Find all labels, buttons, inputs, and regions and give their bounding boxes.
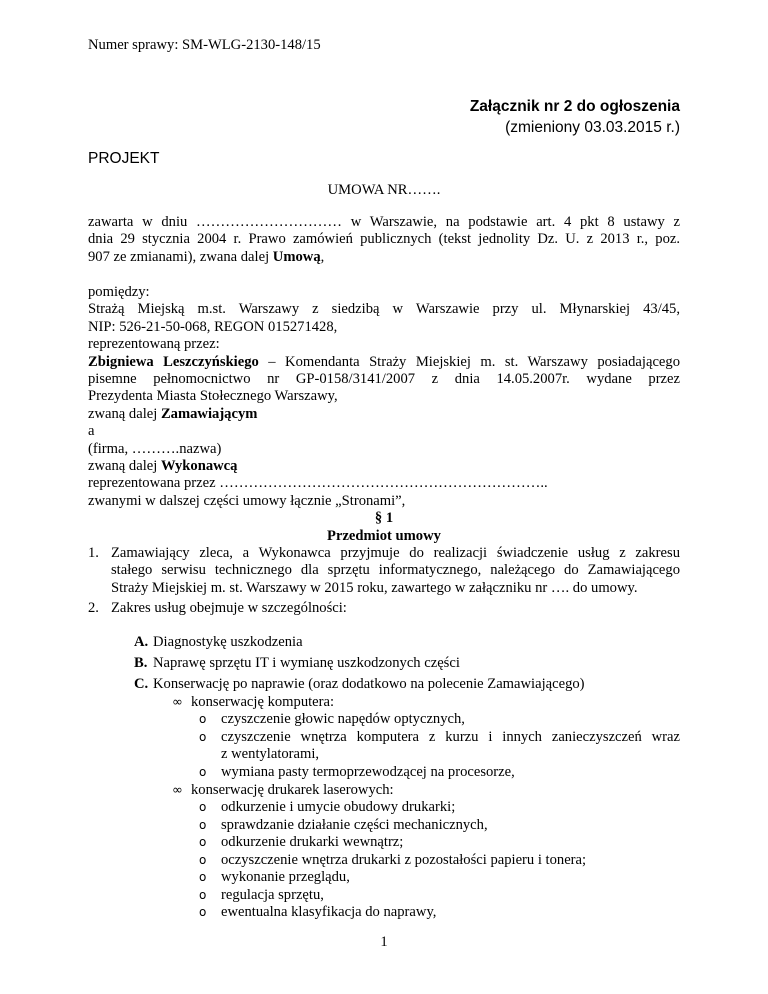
called-ordering-party: zwaną dalej Zamawiającym [88,405,258,422]
circle-bullet-icon: o [199,853,207,867]
represented-label: reprezentowaną przez: [88,336,220,353]
bullet-printer-maintenance: ∞ konserwację drukarek laserowych: [172,782,394,798]
circle-bullet-icon: o [199,835,207,849]
item-line: stałego serwisu technicznego dla sprzętu informatycznego, należącego do Zamawiającego [111,562,680,579]
circle-bullet-icon: o [199,870,207,884]
circle-bullet-icon: o [199,712,207,726]
called-contractor: zwaną dalej Wykonawcą [88,458,238,475]
circle-bullet-icon: o [199,800,207,814]
intro-line: 907 ze zmianami), zwana dalej Umową, [88,248,325,265]
infinity-bullet-icon: ∞ [172,695,183,710]
firm-placeholder: (firma, ……….nazwa) [88,440,222,457]
circle-bullet-icon: o [199,905,207,919]
circle-bullet-icon: o [199,888,207,902]
circle-bullet-icon: o [199,730,207,744]
president-line: Prezydenta Miasta Stołecznego Warszawy, [88,388,338,405]
sub-item: o sprawdzanie działanie części mechanicznych, [199,817,488,833]
together-parties-line: zwanymi w dalszej części umowy łącznie „Stronami”, [88,492,406,509]
umowa-term: Umową [272,248,321,265]
item-line: Straży Miejskiej m. st. Warszawy w 2015 roku, zawartego w załączniku nr …. do umowy. [111,579,638,596]
sub-item: o odkurzenie drukarki wewnątrz; [199,834,404,850]
letter-item-c: C. Konserwację po naprawie (oraz dodatkowo na polecenie Zamawiającego) [134,676,585,692]
representative-line: Zbigniewa Leszczyńskiego – Komendanta Straży Miejskiej m. st. Warszawy posiadającego [88,353,680,370]
numbered-item-2 [88,600,680,617]
item-number: 1. [88,545,99,561]
sub-item: o czyszczenie wnętrza komputera z kurzu i innych zanieczyszczeń wraz z wentylatorami, [199,729,680,763]
case-number: Numer sprawy: SM-WLG-2130-148/15 [88,37,321,53]
item-line: Zakres usług obejmuje w szczególności: [111,600,347,616]
letter-item-b: B. Naprawę sprzętu IT i wymianę uszkodzonych części [134,655,460,671]
sub-item: o regulacja sprzętu, [199,887,324,903]
projekt-label: PROJEKT [88,150,160,167]
straz-miejska-line: Strażą Miejską m.st. Warszawy z siedzibą w Warszawie przy ul. Młynarskiej 43/45, [88,301,680,318]
intro-paragraph [88,214,680,266]
sub-item: o ewentualna klasyfikacja do naprawy, [199,904,437,920]
contractor-represented: reprezentowana przez ………………………………………………………….. [88,475,548,492]
sub-item: o wykonanie przeglądu, [199,869,350,885]
annex-title: Załącznik nr 2 do ogłoszenia [469,98,680,115]
letter-item-a: A. Diagnostykę uszkodzenia [134,634,303,650]
circle-bullet-icon: o [199,818,207,832]
sub-item: o wymiana pasty termoprzewodzącej na procesorze, [199,764,515,780]
annex-block [470,96,680,138]
annex-changed-date: (zmieniony 03.03.2015 r.) [505,119,680,136]
and-label: a [88,423,95,440]
numbered-item-1 [88,545,680,597]
parties-block [88,284,680,510]
sub-item: o odkurzenie i umycie obudowy drukarki; [199,799,456,815]
intro-line: dnia 29 stycznia 2004 r. Prawo zamówień publicznych (tekst jednolity Dz. U. z 2013 r., poz. [88,231,680,248]
nip-regon-line: NIP: 526-21-50-068, REGON 015271428, [88,318,338,335]
sub-item: o oczyszczenie wnętrza drukarki z pozostałości papieru i tonera; [199,852,587,868]
section-title: Przedmiot umowy [327,528,441,544]
circle-bullet-icon: o [199,765,207,779]
sub-item: o czyszczenie głowic napędów optycznych, [199,711,465,727]
representative-name: Zbigniewa Leszczyńskiego [88,353,259,370]
power-of-attorney-line: pisemne pełnomocnictwo nr GP-0158/3141/2007 z dnia 14.05.2007r. wydane przez [88,371,680,388]
item-line: Zamawiający zleca, a Wykonawca przyjmuje do realizacji świadczenie usług z zakresu [111,545,680,561]
bullet-computer-maintenance: ∞ konserwację komputera: [172,694,335,710]
section-number: § 1 [374,510,394,526]
item-number: 2. [88,600,99,616]
intro-line: zawarta w dniu ………………………… w Warszawie, na podstawie art. 4 pkt 8 ustawy z [88,214,680,230]
page-number: 1 [380,934,388,950]
between-label: pomiędzy: [88,284,150,300]
infinity-bullet-icon: ∞ [172,783,183,798]
contract-number: UMOWA NR……. [327,182,441,198]
